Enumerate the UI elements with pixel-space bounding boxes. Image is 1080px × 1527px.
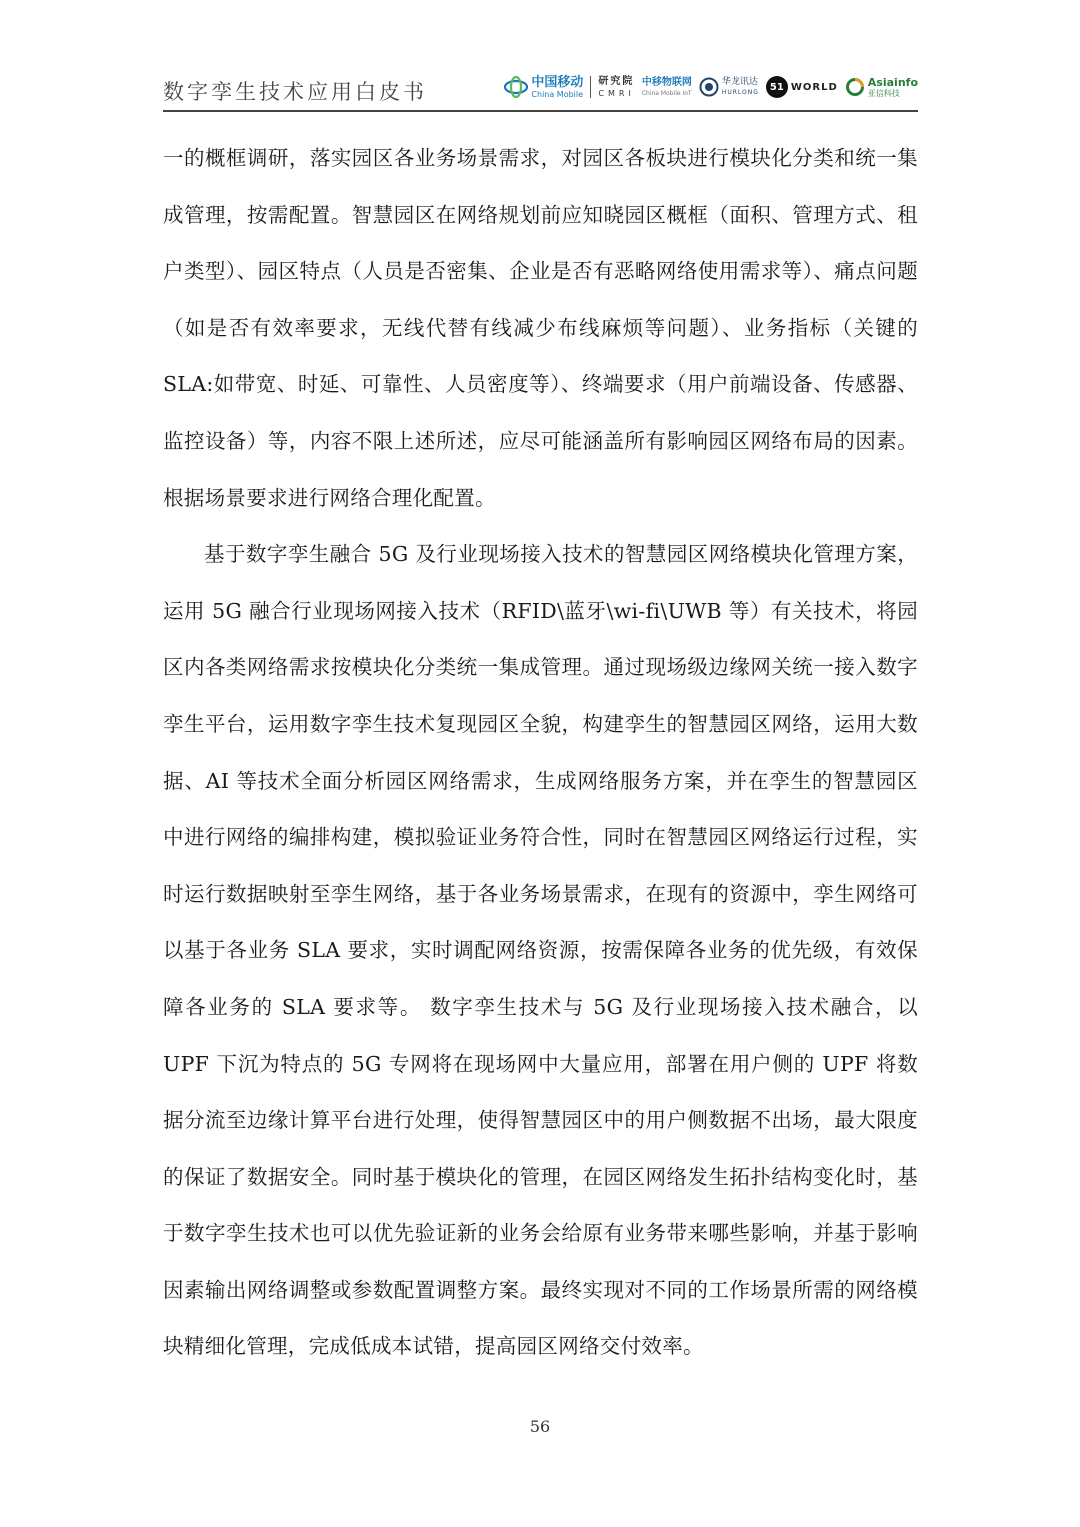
china-mobile-cn: 中国移动 bbox=[531, 74, 584, 90]
china-mobile-icon bbox=[504, 76, 528, 98]
asiainfo-line1: Asiainfo bbox=[867, 75, 918, 89]
paragraph-continued: 一的概框调研，落实园区各业务场景需求，对园区各板块进行模块化分类和统一集成管理，按需配置。智慧园区在网络规划前应知晓园区概框（面积、管理方式、租户类型）、园区特点（人员是否密集、企业是否有恶略网络使用需求等）、痛点问题（如是否有效率要求，无线代替有线减少布线麻烦等问题）、业务指标（关键的 SLA:如带宽、时延、可靠性、人员密度等）、终端要求（用户前端设备、传感器、监控设备）等，内容不限上述所述，应尽可能涵盖所有影响园区网络布局的因素。根据场景要求进行网络合理化配置。 bbox=[163, 146, 918, 510]
hurlong-line1: 华龙讯达 bbox=[721, 77, 758, 87]
hurlong-line2: HURLONG bbox=[721, 89, 759, 96]
paragraph: 基于数字孪生融合 5G 及行业现场接入技术的智慧园区网络模块化管理方案，运用 5G 融合行业现场网接入技术（RFID\蓝牙\wi-fi\UWB 等）有关技术，将园区内各类网络需求按模块化分类统一集成管理。通过现场级边缘网关统一接入数字孪生平台，运用数字孪生技术复现园区全貌，构建孪生的智慧园区网络，运用大数据、AI 等技术全面分析园区网络需求，生成网络服务方案，并在孪生的智慧园区中进行网络的编排构建，模拟验证业务符合性，同时在智慧园区网络运行过程，实时运行数据映射至孪生网络，基于各业务场景需求，在现有的资源中，孪生网络可以基于各业务 SLA 要求，实时调配网络资源，按需保障各业务的优先级，有效保障各业务的 SLA 要求等。 数字孪生技术与 5G 及行业现场接入技术融合，以 UPF 下沉为特点的 5G 专网将在现场网中大量应用，部署在用户侧的 UPF 将数据分流至边缘计算平台进行处理，使得智慧园区中的用户侧数据不出场，最大限度的保证了数据安全。同时基于模块化的管理，在园区网络发生拓扑结构变化时，基于数字孪生技术也可以优先验证新的业务会给原有业务带来哪些影响，并基于影响因素输出网络调整或参数配置调整方案。最终实现对不同的工作场景所需的网络模块精细化管理，完成低成本试错，提高园区网络交付效率。 bbox=[163, 542, 918, 1359]
china-mobile-en: China Mobile bbox=[531, 89, 584, 99]
51world-logo bbox=[766, 76, 838, 98]
partner-logos bbox=[504, 72, 918, 102]
iot-line2: China Mobile IoT bbox=[641, 89, 692, 97]
asiainfo-icon bbox=[845, 77, 865, 97]
page-number: 56 bbox=[529, 1417, 551, 1436]
iot-line1: 中移物联网 bbox=[641, 76, 692, 88]
china-mobile-logo bbox=[504, 76, 583, 99]
cmri-line2: CMRI bbox=[598, 88, 635, 98]
cmri-line1: 研究院 bbox=[598, 75, 635, 87]
51world-badge: 51 bbox=[766, 76, 788, 98]
asiainfo-line2: 亚信科技 bbox=[867, 88, 900, 98]
asiainfo-logo bbox=[845, 77, 918, 98]
iot-logo bbox=[642, 78, 692, 97]
cmri-logo bbox=[598, 77, 634, 98]
logo-divider bbox=[590, 76, 591, 98]
hurlong-icon bbox=[699, 77, 719, 97]
document-body bbox=[163, 130, 918, 1375]
hurlong-logo bbox=[699, 77, 759, 97]
51world-text: WORLD bbox=[790, 81, 838, 93]
page-header bbox=[163, 66, 918, 112]
header-title: 数字孪生技术应用白皮书 bbox=[163, 80, 427, 104]
